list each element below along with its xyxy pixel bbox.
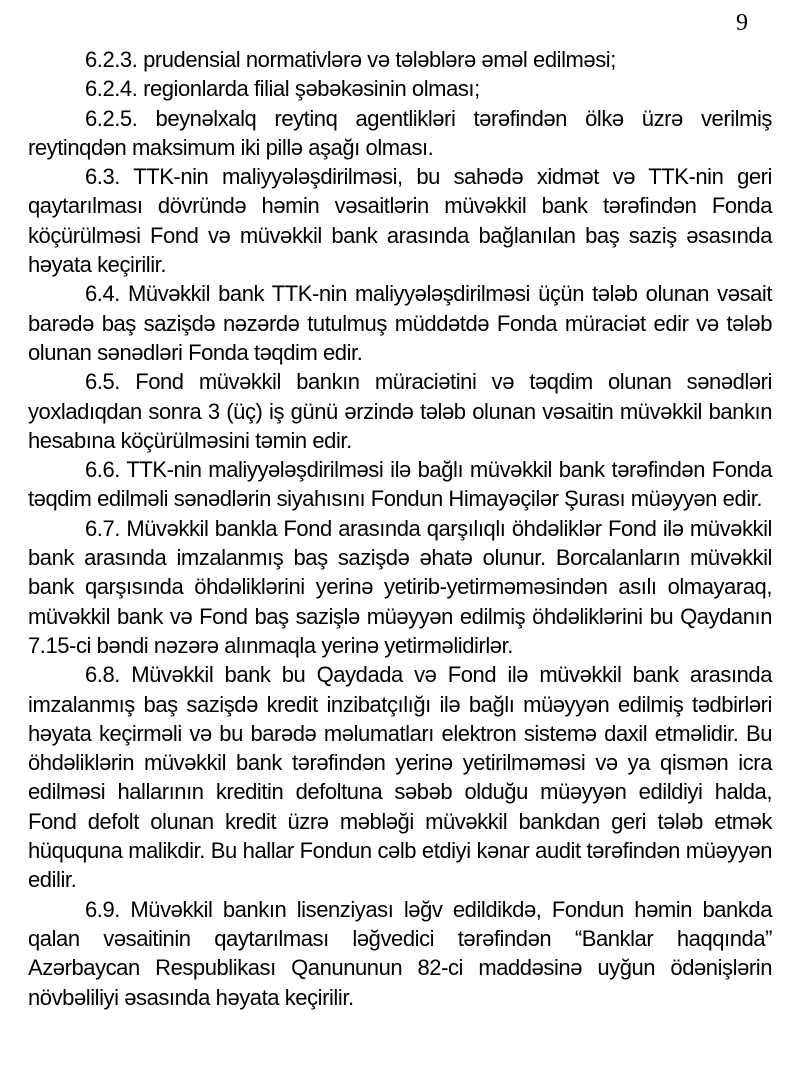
paragraph: 6.2.5. beynəlxalq reytinq agentlikləri tərəfindən ölkə üzrə verilmiş reytinqdən maksimum iki pillə aşağı olması. — [28, 105, 772, 160]
paragraph: 6.9. Müvəkkil bankın lisenziyası ləğv edildikdə, Fondun həmin bankda qalan vəsaitinin qaytarılması ləğvedici tərəfindən “Banklar haqqında” Azərbaycan Respublikası Qanununun 82-ci maddəsinə uyğun ödənişlərin növbəliliyi əsasında həyata keçirilir. — [28, 896, 772, 1010]
paragraph: 6.4. Müvəkkil bank TTK-nin maliyyələşdirilməsi üçün tələb olunan vəsait barədə baş sazişdə nəzərdə tutulmuş müddətdə Fonda müraciət edir və tələb olunan sənədləri Fonda təqdim edir. — [28, 281, 772, 365]
paragraph: 6.7. Müvəkkil bankla Fond arasında qarşılıqlı öhdəliklər Fond ilə müvəkkil bank arasında imzalanmış baş sazişdə əhatə olunur. Borcalanların müvəkkil bank qarşısında öhdəliklərini yerinə yetirib-yetirməməsindən asılı olmayaraq, müvəkkil bank və Fond baş sazişlə müəyyən edilmiş öhdəliklərini bu Qaydanın 7.15-ci bəndi nəzərə alınmaqla yerinə yetirməlidirlər. — [28, 515, 772, 658]
paragraph: 6.2.3. prudensial normativlərə və tələblərə əməl edilməsi; — [85, 47, 616, 72]
paragraph: 6.5. Fond müvəkkil bankın müraciətini və təqdim olunan sənədləri yoxladıqdan sonra 3 (üç) iş günü ərzində tələb olunan vəsaitin müvəkkil bankın hesabına köçürülməsini təmin edir. — [28, 369, 772, 453]
paragraph: 6.6. TTK-nin maliyyələşdirilməsi ilə bağlı müvəkkil bank tərəfindən Fonda təqdim edilməli sənədlərin siyahısını Fondun Himayəçilər Şurası müəyyən edir. — [28, 457, 772, 512]
paragraph: 6.2.4. regionlarda filial şəbəkəsinin olması; — [85, 76, 480, 102]
paragraph: 6.8. Müvəkkil bank bu Qaydada və Fond ilə müvəkkil bank arasında imzalanmış baş sazişdə kredit inzibatçılığı ilə bağlı müəyyən edilmiş tədbirləri həyata keçirməli və bu barədə məlumatları elektron sistemə daxil etməlidir. Bu öhdəliklərin müvəkkil bank tərəfindən yerinə yetirilməməsi və ya qismən icra edilməsi hallarının kreditin defoltuna səbəb olduğu müəyyən edildiyi halda, Fond defolt olunan kredit üzrə məbləği müvəkkil bankdan geri tələb etmək hüququna malikdir. Bu hallar Fondun cəlb etdiyi kənar audit tərəfindən müəyyən edilir. — [28, 662, 772, 893]
page-number: 9 — [736, 10, 748, 36]
paragraph: 6.3. TTK-nin maliyyələşdirilməsi, bu sahədə xidmət və TTK-nin geri qaytarılması dövründə həmin vəsaitlərin müvəkkil bank tərəfindən Fonda köçürülməsi Fond və müvəkkil bank arasında bağlanılan baş saziş əsasında həyata keçirilir. — [28, 164, 772, 278]
document-body — [28, 45, 772, 1012]
